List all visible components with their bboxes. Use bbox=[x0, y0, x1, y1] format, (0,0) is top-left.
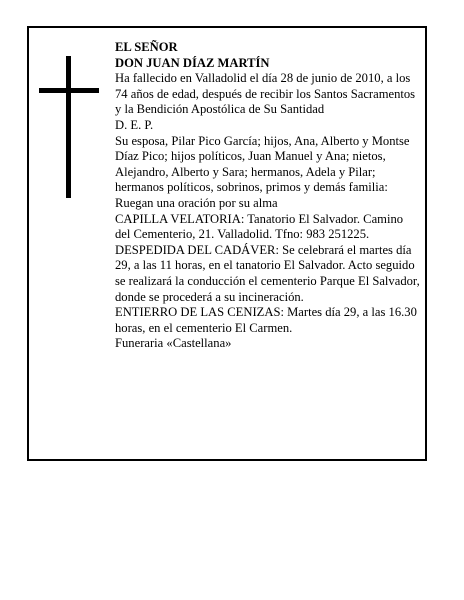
notice-text bbox=[115, 40, 421, 352]
family-list: Su esposa, Pilar Pico García; hijos, Ana, Alberto y Montse Díaz Pico; hijos políticos, Juan Manuel y Ana; nietos, Alejandro, Alberto y Sara; hermanos, Adela y Pilar; hermanos políticos, sobrinos, primos y demás familia: bbox=[115, 133, 410, 195]
notice-title-line1: EL SEÑOR bbox=[115, 40, 178, 54]
cross-vertical-bar bbox=[66, 56, 71, 198]
funeral-home: Funeraria «Castellana» bbox=[115, 336, 232, 351]
obituary-notice bbox=[27, 26, 427, 461]
prayer-request: Ruegan una oración por su alma bbox=[115, 195, 278, 210]
cross-horizontal-bar bbox=[39, 88, 99, 93]
chapel-info: CAPILLA VELATORIA: Tanatorio El Salvador. Camino del Cementerio, 21. Valladolid. Tfno: 983 251225. bbox=[115, 211, 404, 242]
notice-title-name: DON JUAN DÍAZ MARTÍN bbox=[115, 55, 270, 70]
death-announcement: Ha fallecido en Valladolid el día 28 de junio de 2010, a los 74 años de edad, después de recibir los Santos Sacramentos y la Bendición Apostólica de Su Santidad bbox=[115, 71, 416, 117]
burial-info: ENTIERRO DE LAS CENIZAS: Martes día 29, a las 16.30 horas, en el cementerio El Carmen. bbox=[115, 305, 417, 335]
dep-line: D. E. P. bbox=[115, 117, 154, 132]
cross-icon bbox=[39, 56, 99, 198]
farewell-info: DESPEDIDA DEL CADÁVER: Se celebrará el martes día 29, a las 11 horas, en el tanatorio El Salvador. Acto seguido se realizará la conducción el cementerio Parque El Salvador, donde se procederá a su incineración. bbox=[115, 242, 420, 304]
